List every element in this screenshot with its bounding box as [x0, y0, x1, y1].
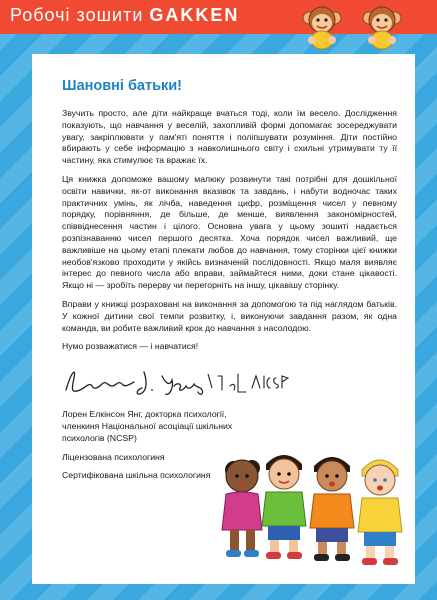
brand-name: GAKKEN — [149, 5, 240, 25]
child-figure — [358, 460, 402, 565]
handwritten-signature — [62, 364, 292, 398]
child-figure — [310, 457, 354, 561]
author-license: Ліцензована психологиня — [62, 451, 165, 462]
letter-card — [32, 54, 415, 584]
author-credentials: Лорен Елкінсон Янг, докторка психології, членкиня Національної асоціації шкільних психологів (NCSP) — [62, 409, 233, 443]
brand-logo — [10, 5, 239, 26]
author-certification: Сертифікована шкільна психологиня — [62, 470, 211, 481]
letter-paragraph: Вправи у книжці розраховані на виконання за допомогою та під наглядом батьків. У кожної дитини свої темпи розвитку, і, виконуючи завдання разом, як одна команда, ви робите важливий крок до навчання з насолодою. — [62, 298, 397, 333]
header-bar — [0, 0, 437, 34]
children-illustration — [204, 446, 409, 581]
brand-prefix: Робочі зошити — [10, 5, 144, 25]
letter-content — [62, 78, 397, 489]
monkey-icon — [360, 4, 404, 50]
monkey-icon — [300, 4, 344, 50]
letter-paragraph: Звучить просто, але діти найкраще вчаться тоді, коли їм весело. Дослідження показують, що навчання у веселій, захопливій формі допомагає зосереджувати увагу, закріплювати у пам'яті поняття і поліпшувати розуміння. Діти постійно вбирають у себе інформацію з навколишнього світу і схильні утримувати ту її частину, яка стимулює та вражає їх. — [62, 108, 397, 166]
letter-paragraph: Ця книжка допоможе вашому малюку розвинути такі потрібні для дошкільної освіти навички, як-от виконання вказівок та завдань, і набути водночас таких практичних умінь, як лічба, наведення цифр, розміщення чисел у певному порядку, порівняння, де більше, де менше, виявлення закономірностей, співвіднесення частин і цілого. Основна увага у цьому зошиті надається розпізнаванню чисел першого десятка. Хоча порядок чисел важливий, ще важливіше на цьому етапі плекати любов до навчання, тому сторінки цієї книжки необов'язково проходити у якійсь визначеній послідовності. Якщо маля виявляє інтерес до певного числа або вправи, займайтеся ними, доки стане цікавості. Якщо ні — зробіть перерву чи перегорніть на іншу, цікавішу сторінку. — [62, 173, 397, 291]
letter-greeting: Шановні батьки! — [62, 78, 183, 94]
child-figure — [222, 460, 262, 557]
letter-closing: Нумо розважатися — і навчатися! — [62, 341, 199, 352]
child-figure — [262, 455, 306, 559]
